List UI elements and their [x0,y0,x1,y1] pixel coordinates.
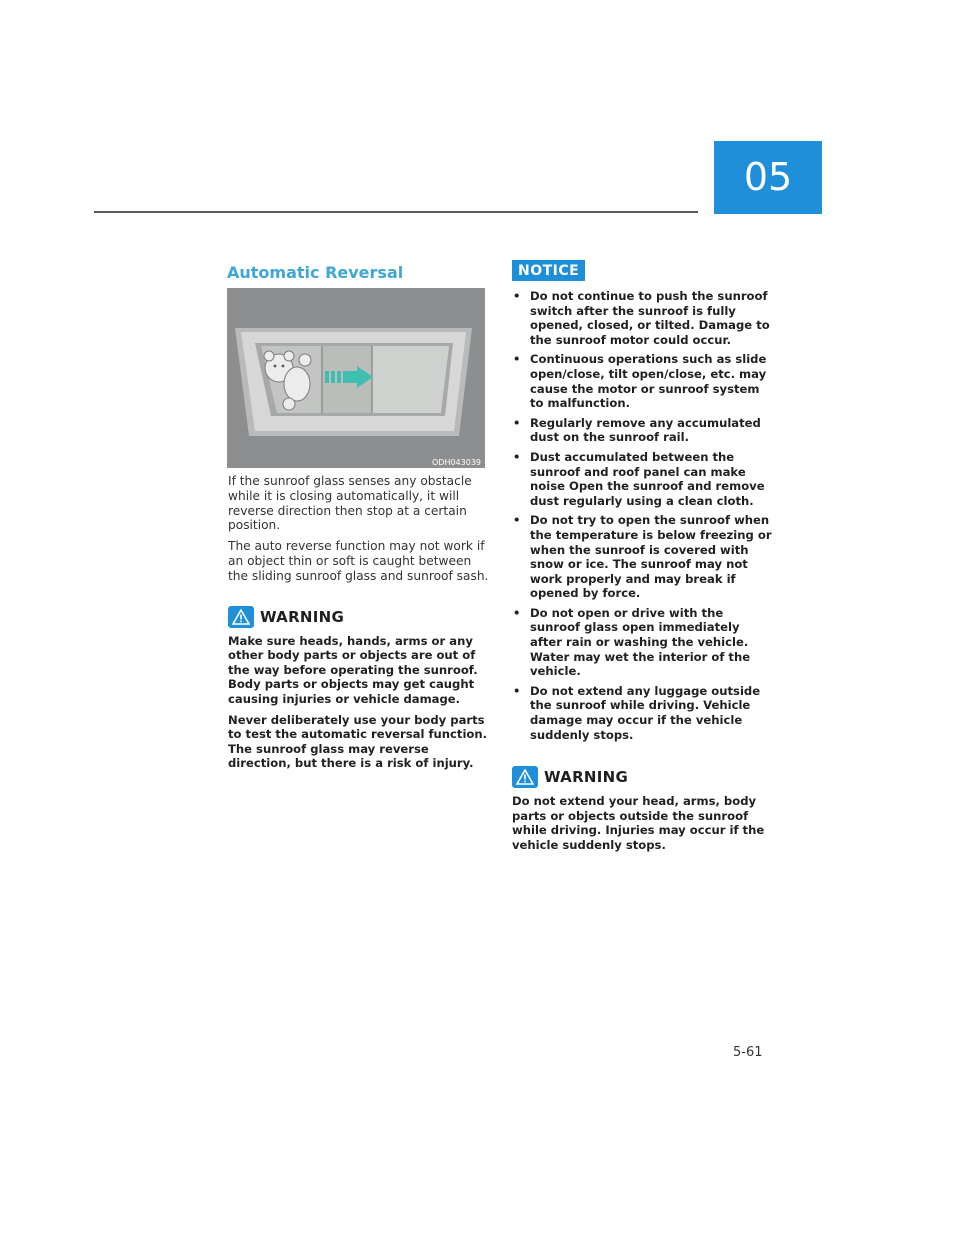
warning-triangle-icon [228,606,254,628]
notice-item: • Dust accumulated between the sunroof and roof panel can make noise Open the sunroof and remove dust regularly using a clean cloth. [512,450,774,508]
warning-text: Never deliberately use your body parts to test the automatic reversal function. The sunroof glass may reverse direction, but there is a risk of injury. [228,712,488,771]
warning-triangle-icon [512,766,538,788]
notice-item: • Regularly remove any accumulated dust on the sunroof rail. [512,416,774,445]
sunroof-figure [227,288,485,468]
right-column [512,260,774,859]
notice-item: • Do not continue to push the sunroof switch after the sunroof is fully opened, closed, or tilted. Damage to the sunroof motor could occur. [512,289,774,347]
warning-header [512,766,774,788]
notice-item: • Do not open or drive with the sunroof glass open immediately after rain or washing the vehicle. Water may wet the interior of the vehicle. [512,606,774,679]
notice-item: • Do not try to open the sunroof when the temperature is below freezing or when the sunroof is covered with snow or ice. The sunroof may not work properly and may break if opened by force. [512,513,774,601]
warning-text: Do not extend your head, arms, body parts or objects outside the sunroof while driving. Injuries may occur if the vehicle suddenly stops. [512,794,765,852]
figure-code: ODH043039 [431,458,481,467]
page-number: 5-61 [733,1045,763,1060]
chapter-tab: 05 [714,141,822,214]
section-title: Automatic Reversal [227,263,404,282]
header-rule [94,211,698,213]
body-paragraph: The auto reverse function may not work if an object thin or soft is caught between the sliding sunroof glass and sunroof sash. [228,539,489,583]
notice-item: • Do not extend any luggage outside the sunroof while driving. Vehicle damage may occur if the vehicle suddenly stops. [512,684,774,742]
warning-text: Make sure heads, hands, arms or any other body parts or objects are out of the way before operating the sunroof. Body parts or objects may get caught causing injuries or vehicle damage. [228,633,478,706]
left-column [228,474,490,777]
warning-title: WARNING [260,607,345,626]
notice-list [512,289,774,742]
sunroof-illustration [227,288,485,468]
body-paragraph: If the sunroof glass senses any obstacle while it is closing automatically, it will reverse direction then stop at a certain position. [228,474,472,533]
notice-badge: NOTICE [512,260,585,281]
warning-header [228,606,490,628]
notice-item: • Continuous operations such as slide open/close, tilt open/close, etc. may cause the motor or sunroof system to malfunction. [512,352,774,410]
warning-title: WARNING [544,768,629,787]
